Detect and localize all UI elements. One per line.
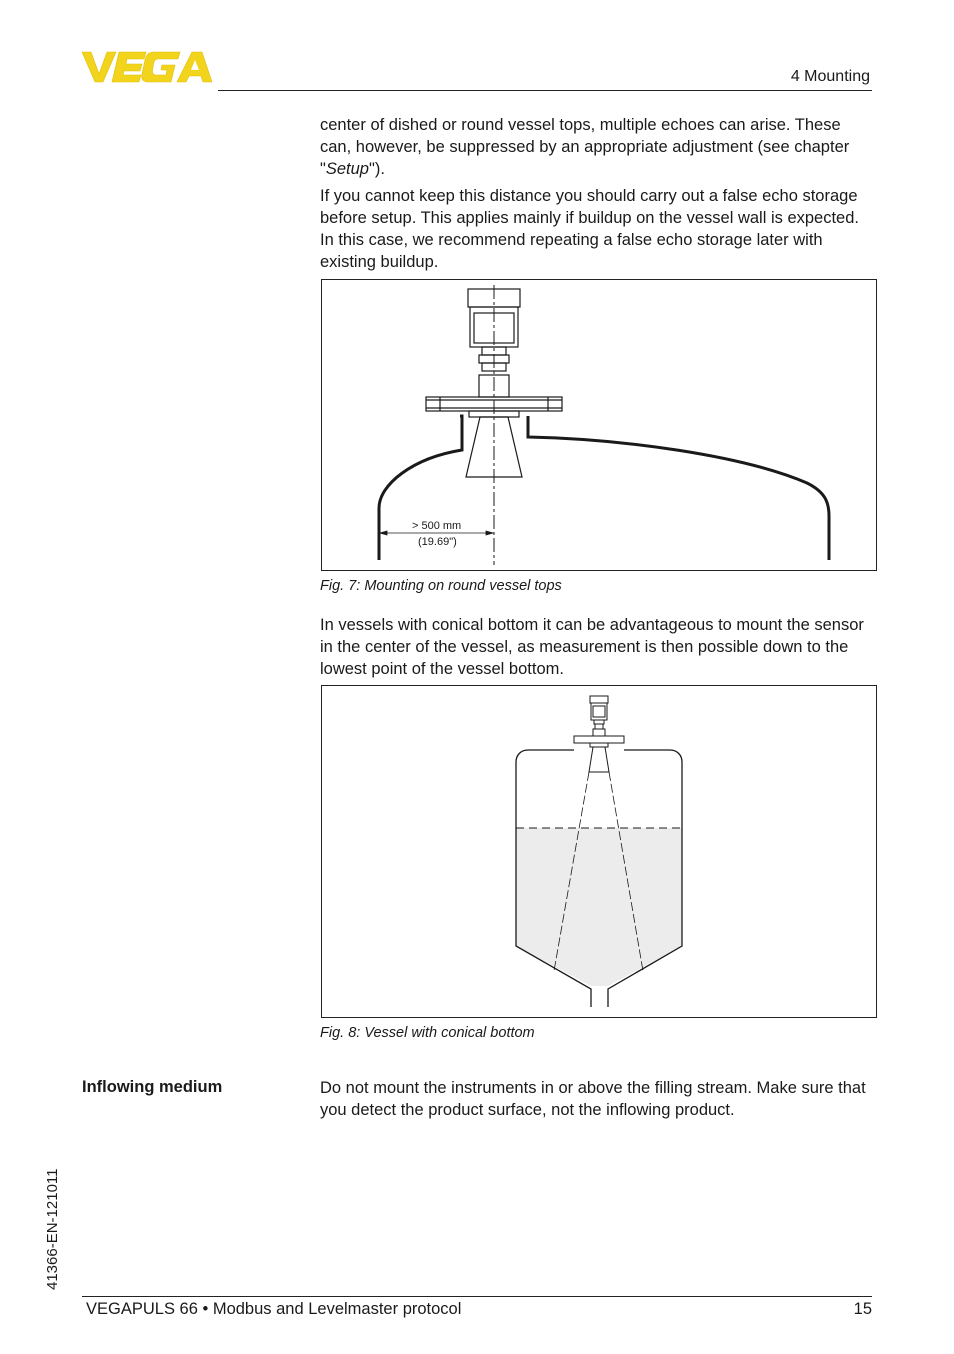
conical-vessel-diagram	[322, 686, 876, 1017]
header-rule	[218, 90, 872, 91]
page-number: 15	[853, 1300, 872, 1318]
vega-logo	[82, 50, 212, 84]
side-heading-inflowing-medium: Inflowing medium	[82, 1078, 223, 1096]
header-section-title: 4 Mounting	[790, 68, 870, 85]
figure-8-caption: Fig. 8: Vessel with conical bottom	[320, 1025, 535, 1041]
paragraph-vessel-tops-end: ").	[368, 160, 385, 178]
round-vessel-diagram	[322, 280, 876, 570]
footer-document-title: VEGAPULS 66 • Modbus and Levelmaster protocol	[86, 1300, 462, 1318]
product-fill	[516, 828, 682, 986]
paragraph-conical-bottom: In vessels with conical bottom it can be advantageous to mount the sensor in the center of the vessel, as measurement is then possible down to the lowest point of the vessel bottom.	[320, 616, 864, 678]
figure-7-caption: Fig. 7: Mounting on round vessel tops	[320, 578, 562, 594]
paragraph-vessel-tops	[320, 114, 876, 180]
paragraph-vessel-tops-text: center of dished or round vessel tops, multiple echoes can arise. These can, however, be suppressed by an appropriate adjustment (see chapter "	[320, 116, 850, 178]
figure-round-vessel-top	[321, 279, 877, 571]
setup-chapter-reference: Setup	[325, 160, 369, 178]
small-sensor	[574, 696, 624, 772]
dimension-mm-label: > 500 mm	[412, 520, 462, 532]
dimension-inch-label: (19.69")	[418, 536, 457, 548]
paragraph-false-echo: If you cannot keep this distance you should carry out a false echo storage before setup. This applies mainly if buildup on the vessel wall is expected. In this case, we recommend repeating a false echo storage later with existing buildup.	[320, 187, 859, 271]
figure-conical-vessel	[321, 685, 877, 1018]
document-code: 41366-EN-121011	[44, 1168, 61, 1290]
paragraph-inflowing-medium: Do not mount the instruments in or above the filling stream. Make sure that you detect the product surface, not the inflowing product.	[320, 1079, 866, 1119]
footer-rule	[82, 1296, 872, 1297]
